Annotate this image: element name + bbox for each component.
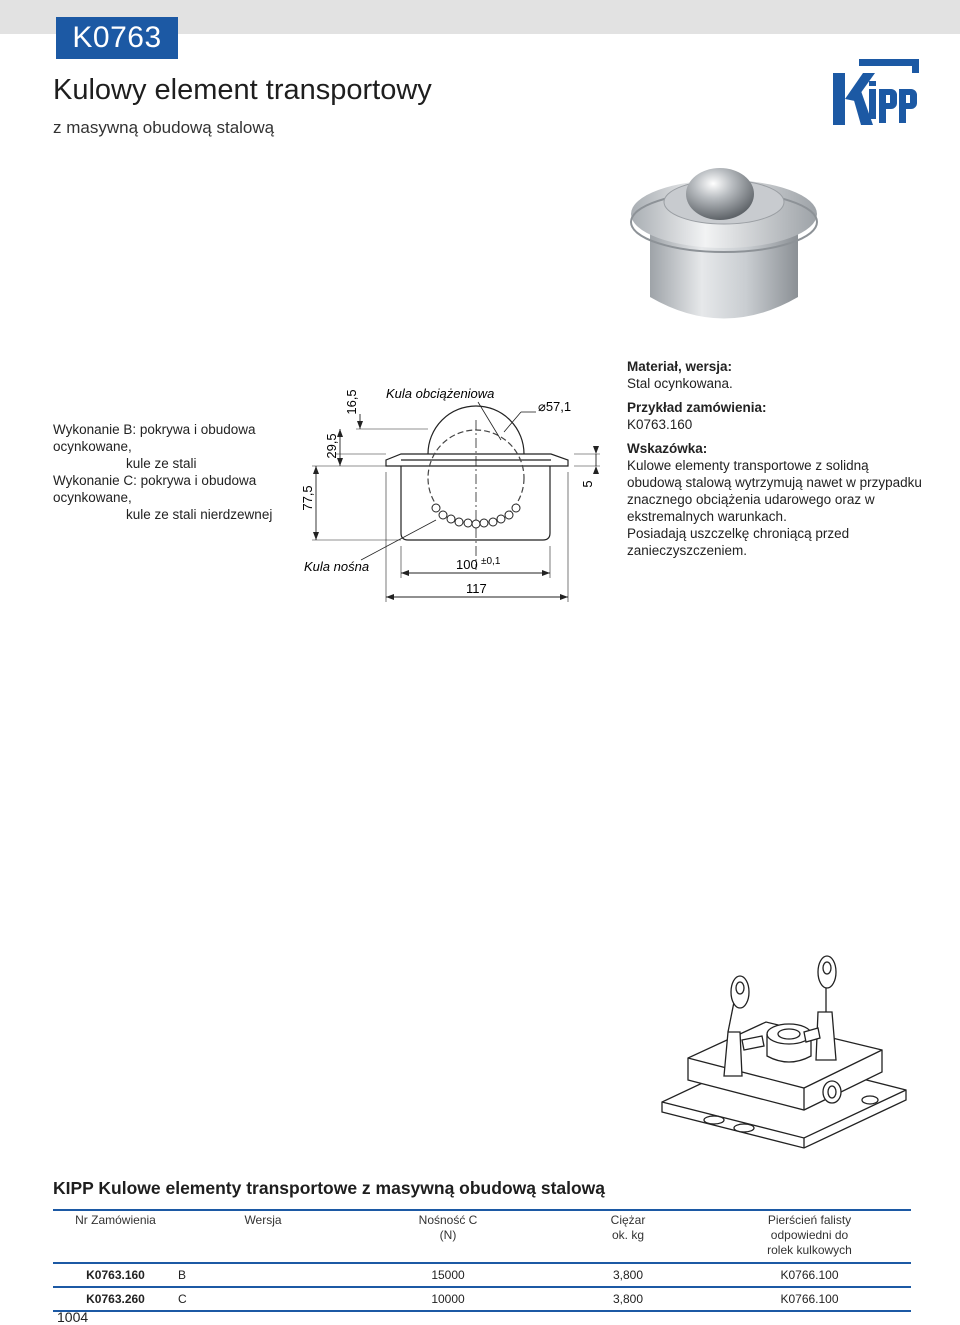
cell-capacity: 10000 bbox=[431, 1292, 465, 1306]
variant-c-line2: kule ze stali nierdzewnej bbox=[126, 507, 273, 522]
dim-ball-diameter: ⌀57,1 bbox=[538, 399, 572, 414]
page-title: Kulowy element transportowy bbox=[53, 74, 432, 106]
header-ring bbox=[708, 1210, 911, 1263]
cell-version: B bbox=[178, 1268, 187, 1282]
table-row bbox=[53, 1263, 911, 1287]
header-order-no-label: Nr Zamówienia bbox=[75, 1213, 156, 1227]
order-text: K0763.160 bbox=[627, 417, 693, 432]
variants-description bbox=[53, 421, 298, 523]
order-table bbox=[53, 1209, 911, 1312]
cell-ring: K0766.100 bbox=[780, 1292, 839, 1306]
header-capacity-line1: Nośność C bbox=[418, 1213, 478, 1227]
header-version-label: Wersja bbox=[244, 1213, 282, 1227]
header-ring-line1: Pierścień falisty bbox=[767, 1213, 852, 1227]
info-panel bbox=[627, 358, 927, 566]
table-title: KIPP Kulowe elementy transportowe z masywną obudową stalową bbox=[53, 1178, 606, 1198]
product-code-badge: K0763 bbox=[56, 17, 178, 59]
cell-weight: 3,800 bbox=[612, 1292, 644, 1306]
header-weight-line2: ok. kg bbox=[611, 1228, 644, 1242]
cell-weight: 3,800 bbox=[612, 1268, 644, 1282]
header-weight-line1: Ciężar bbox=[610, 1213, 646, 1227]
product-photo bbox=[626, 162, 822, 327]
header-weight bbox=[548, 1210, 708, 1263]
dim-flange-width: 117 bbox=[466, 581, 487, 596]
note-heading: Wskazówka: bbox=[627, 441, 708, 456]
dim-ball-height: 16,5 bbox=[344, 389, 359, 415]
header-version bbox=[178, 1210, 348, 1263]
label-support-ball: Kula nośna bbox=[304, 559, 370, 574]
header-ring-line2: odpowiedni do bbox=[770, 1228, 849, 1242]
dim-body-tolerance: ±0,1 bbox=[481, 556, 501, 567]
kipp-logo bbox=[833, 59, 919, 127]
material-heading: Materiał, wersja: bbox=[627, 359, 733, 374]
variant-b-line1: Wykonanie B: pokrywa i obudowa ocynkowane, bbox=[53, 422, 256, 454]
variant-c-line1: Wykonanie C: pokrywa i obudowa ocynkowane, bbox=[53, 473, 257, 505]
cell-version: C bbox=[178, 1292, 187, 1306]
dim-flange-thickness: 5 bbox=[580, 480, 595, 488]
header-capacity-line2: (N) bbox=[439, 1228, 457, 1242]
cell-capacity: 15000 bbox=[431, 1268, 465, 1282]
dim-body-width: 100 bbox=[456, 557, 478, 572]
header-order-no bbox=[53, 1210, 178, 1263]
page-number: 1004 bbox=[57, 1309, 89, 1325]
application-drawing bbox=[654, 952, 910, 1156]
table-header-row bbox=[53, 1210, 911, 1263]
variant-b-line2: kule ze stali bbox=[126, 456, 197, 471]
dim-top-height: 29,5 bbox=[324, 433, 339, 459]
material-text: Stal ocynkowana. bbox=[627, 376, 733, 391]
note-text-2: Posiadają uszczelkę chroniącą przed zanieczyszczeniem. bbox=[627, 526, 850, 558]
dim-total-height: 77,5 bbox=[300, 485, 315, 511]
order-heading: Przykład zamówienia: bbox=[627, 400, 767, 415]
label-load-ball: Kula obciążeniowa bbox=[386, 386, 495, 401]
note-text-1: Kulowe elementy transportowe z solidną obudową stalową wytrzymują nawet w przypadku znacznego obciążenia udarowego oraz w ekstremalnych warunkach. bbox=[627, 458, 922, 524]
technical-drawing bbox=[296, 380, 608, 610]
cell-order-no: K0763.260 bbox=[86, 1292, 145, 1306]
table-row bbox=[53, 1287, 911, 1311]
page-subtitle: z masywną obudową stalową bbox=[53, 118, 275, 137]
cell-order-no: K0763.160 bbox=[86, 1268, 145, 1282]
header-capacity bbox=[348, 1210, 548, 1263]
cell-ring: K0766.100 bbox=[780, 1268, 839, 1282]
header-ring-line3: rolek kulkowych bbox=[767, 1243, 852, 1257]
